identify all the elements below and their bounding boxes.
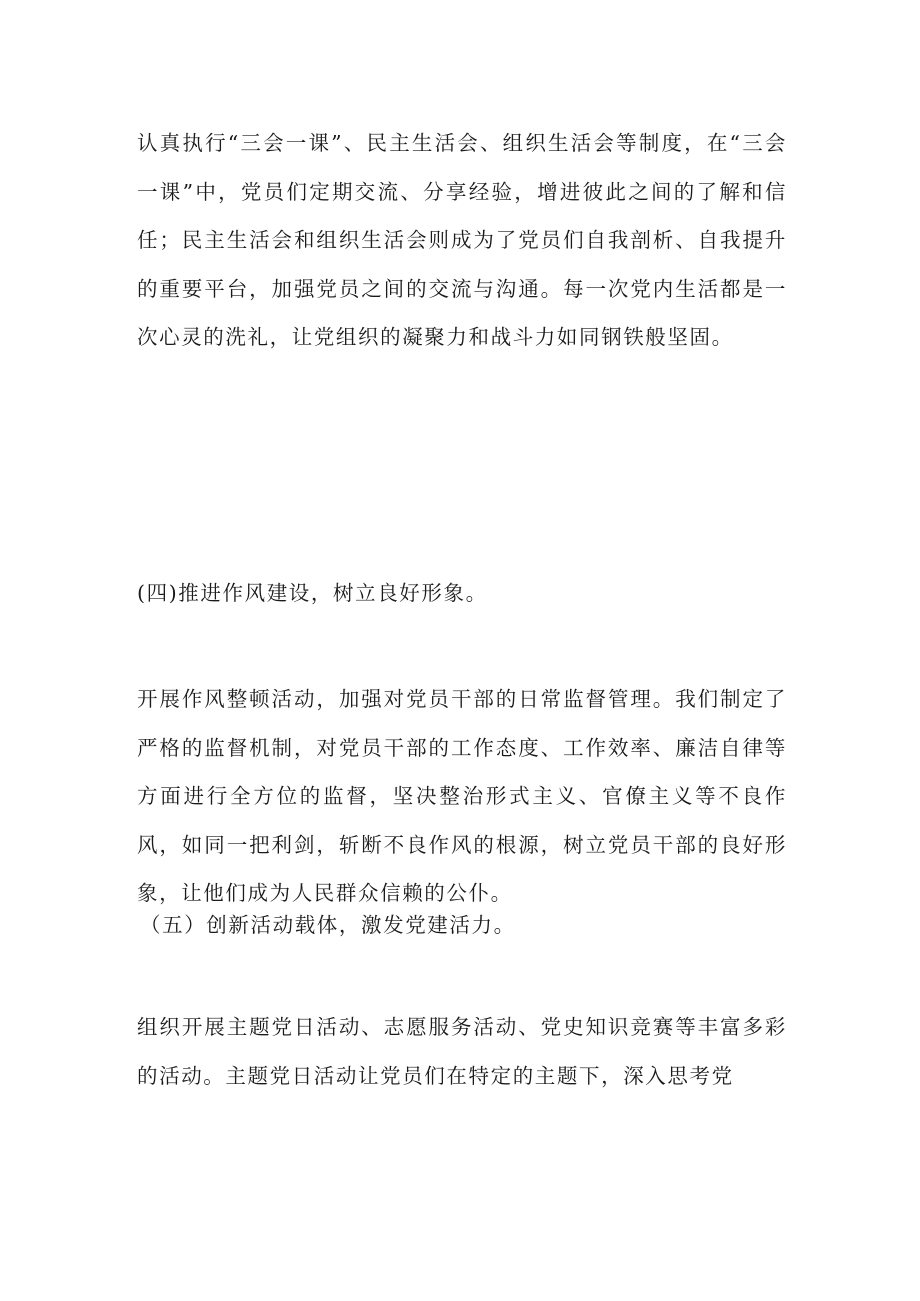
body-paragraph-activities: 组织开展主题党日活动、志愿服务活动、党史知识竞赛等丰富多彩的活动。主题党日活动让党员们在特定的主题下，深入思考党 [137, 1015, 787, 1088]
body-paragraph-work-style: 开展作风整顿活动，加强对党员干部的日常监督管理。我们制定了严格的监督机制，对党员干部的工作态度、工作效率、廉洁自律等方面进行全方位的监督，坚决整治形式主义、官僚主义等不良作风，如同一把利剑，斩断不良作风的根源，树立党员干部的良好形象，让他们成为人民群众信赖的公仆。 [137, 687, 787, 905]
body-paragraph-party-life: 认真执行“三会一课”、民主生活会、组织生活会等制度，在“三会一课”中，党员们定期交流、分享经验，增进彼此之间的了解和信任；民主生活会和组织生活会则成为了党员们自我剖析、自我提升的重要平台，加强党员之间的交流与沟通。每一次党内生活都是一次心灵的洗礼，让党组织的凝聚力和战斗力如同钢铁般坚固。 [137, 131, 787, 349]
section-heading-5: （五）创新活动载体，激发党建活力。 [140, 913, 516, 937]
section-heading-4: (四)推进作风建设，树立良好形象。 [137, 581, 488, 605]
